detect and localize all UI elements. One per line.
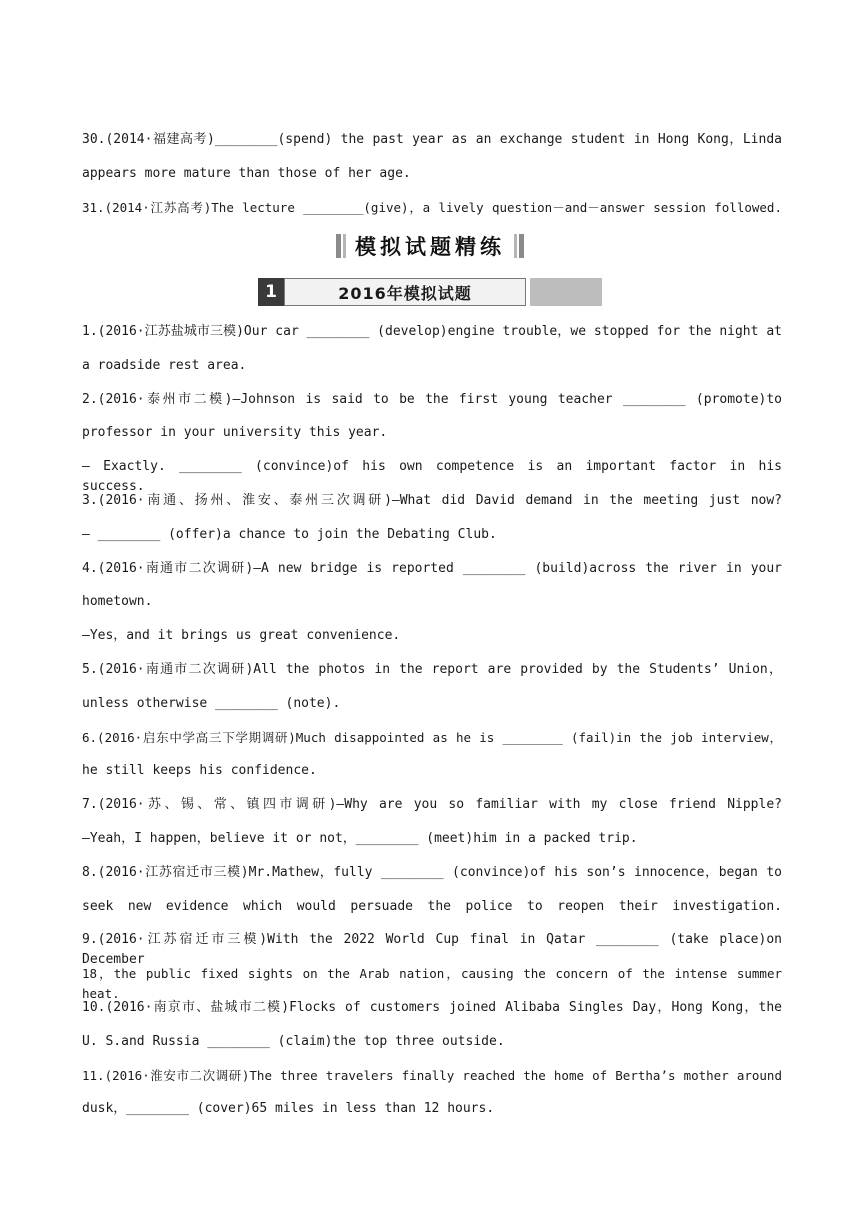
heading-bar-right-thin xyxy=(514,234,517,258)
question-31-line-1: 31.(2014·江苏高考)The lecture ________(give)，a lively question－and－answer session followed. xyxy=(82,200,782,215)
question-line: —Yeah，I happen，believe it or not，________ (meet)him in a packed trip. xyxy=(82,831,638,846)
question-line: 11.(2016·淮安市二次调研)The three travelers finally reached the home of Bertha’s mother around xyxy=(82,1067,782,1083)
question-line: unless otherwise ________ (note). xyxy=(82,695,341,711)
heading-bar-left xyxy=(336,234,341,258)
question-line: dusk，________ (cover)65 miles in less than 12 hours. xyxy=(82,1101,495,1117)
question-line: 3.(2016·南通、扬州、淮安、泰州三次调研)—What did David demand in the meeting just now? xyxy=(82,493,782,508)
question-line: a roadside rest area. xyxy=(82,357,247,373)
question-line: 4.(2016·南通市二次调研)—A new bridge is reported ________ (build)across the river in your xyxy=(82,560,782,576)
question-line: 5.(2016·南通市二次调研)All the photos in the report are provided by the Students’ Union， xyxy=(82,662,782,677)
heading-bar-left-thin xyxy=(343,234,346,258)
question-line: he still keeps his confidence. xyxy=(82,763,317,779)
question-line: 2.(2016·泰州市二模)—Johnson is said to be the first young teacher ________ (promote)to xyxy=(82,391,782,407)
question-line: 9.(2016·江苏宿迁市三模)With the 2022 World Cup final in Qatar ________ (take place)on December xyxy=(82,932,782,968)
question-line: 6.(2016·启东中学高三下学期调研)Much disappointed as he is ________ (fail)in the job interview， xyxy=(82,729,782,745)
question-line: 7.(2016·苏、锡、常、镇四市调研)—Why are you so familiar with my close friend Nipple? xyxy=(82,797,782,813)
section-heading xyxy=(316,232,544,260)
question-line: — ________ (offer)a chance to join the Debating Club. xyxy=(82,526,497,542)
subsection-tail-bar xyxy=(530,278,602,306)
subsection-heading xyxy=(258,278,602,306)
question-line: seek new evidence which would persuade the police to reopen their investigation. xyxy=(82,898,782,914)
question-line: 1.(2016·江苏盐城市三模)Our car ________ (develop)engine trouble，we stopped for the night at xyxy=(82,324,782,339)
question-line: hometown. xyxy=(82,594,153,610)
question-line: 10.(2016·南京市、盐城市二模)Flocks of customers joined Alibaba Singles Day，Hong Kong，the xyxy=(82,1000,782,1015)
question-line: — Exactly. ________ (convince)of his own competence is an important factor in his success. xyxy=(82,459,782,495)
question-line: U. S.and Russia ________ (claim)the top three outside. xyxy=(82,1033,505,1049)
question-line: 8.(2016·江苏宿迁市三模)Mr.Mathew，fully ________ (convince)of his son’s innocence，began to xyxy=(82,864,782,880)
subsection-number: 1 xyxy=(258,278,284,306)
question-line: 18，the public fixed sights on the Arab nation，causing the concern of the intense summer heat. xyxy=(82,966,782,1002)
question-line: professor in your university this year. xyxy=(82,425,388,441)
question-30-line-2: appears more mature than those of her age. xyxy=(82,166,411,181)
question-line: —Yes，and it brings us great convenience. xyxy=(82,628,401,644)
section-title: 模拟试题精练 xyxy=(355,235,505,259)
heading-bar-right xyxy=(519,234,524,258)
question-30-line-1: 30.(2014·福建高考)________(spend) the past year as an exchange student in Hong Kong，Linda xyxy=(82,132,782,147)
subsection-label: 2016年模拟试题 xyxy=(284,278,526,306)
